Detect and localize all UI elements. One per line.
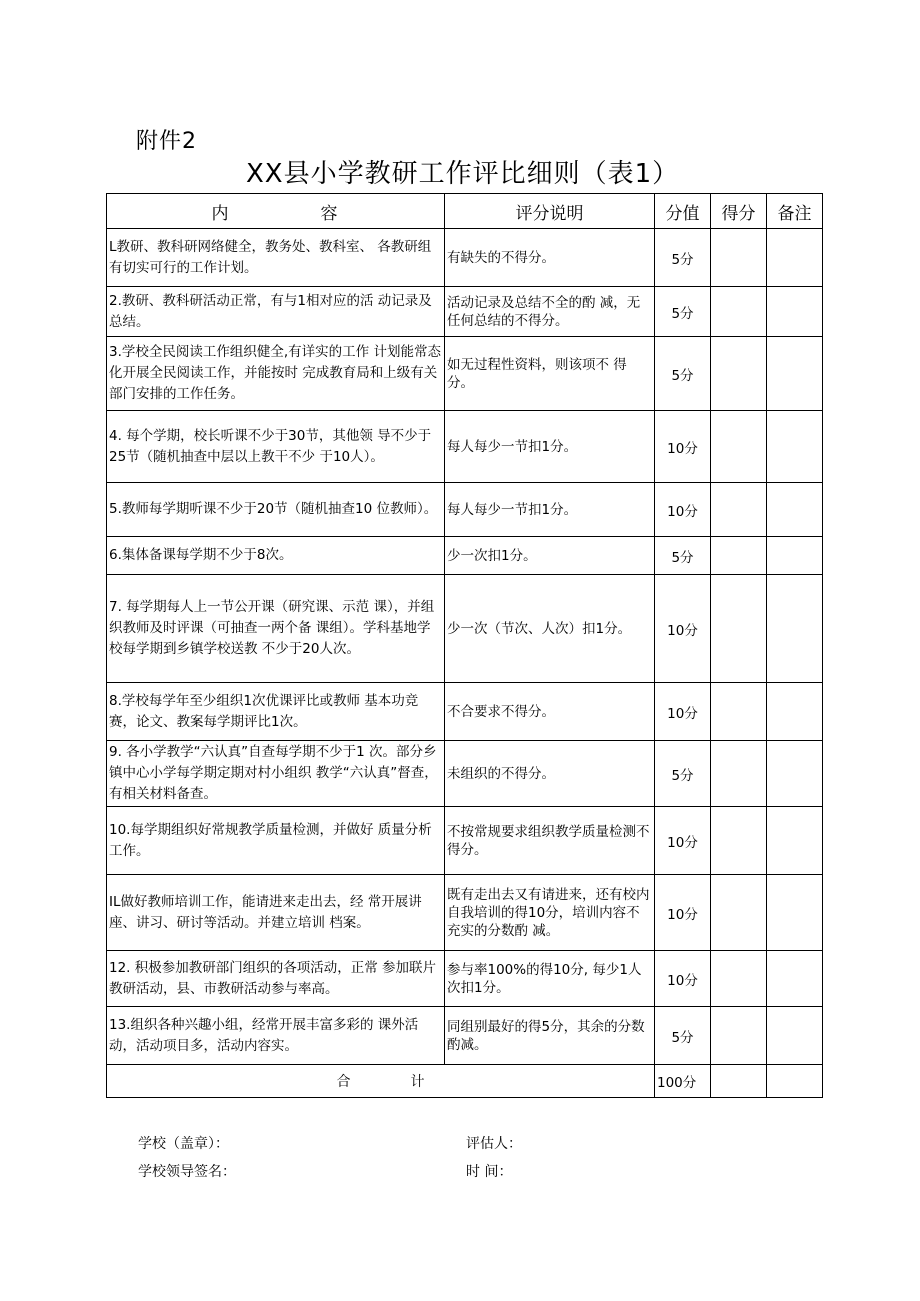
table-row [107,683,823,741]
row-explain: 每人每少一节扣1分。 [445,483,655,537]
row-content: 8.学校每学年至少组织1次优课评比或教师 基本功竞赛，论文、教案每学期评比1次。 [107,683,445,741]
row-explain: 同组别最好的得5分，其余的分数酌减。 [445,1007,655,1065]
row-remark-cell [767,741,823,807]
row-score: 10分 [655,683,711,741]
total-row [107,1065,823,1098]
row-explain: 每人每少一节扣1分。 [445,411,655,483]
row-got-cell [711,951,767,1007]
table-row [107,807,823,875]
table-row [107,483,823,537]
row-content: 6.集体备课每学期不少于8次。 [107,537,445,575]
row-got-cell [711,411,767,483]
table-row [107,875,823,951]
row-got-cell [711,683,767,741]
header-content-char-2: 容 [320,203,340,224]
header-content [107,194,445,229]
row-explain: 少一次（节次、人次）扣1分。 [445,575,655,683]
row-explain: 有缺失的不得分。 [445,229,655,287]
row-explain: 不合要求不得分。 [445,683,655,741]
row-remark-cell [767,537,823,575]
row-got-cell [711,287,767,337]
row-remark-cell [767,411,823,483]
row-score: 5分 [655,337,711,411]
table-row [107,575,823,683]
row-explain: 活动记录及总结不全的酌 减，无任何总结的不得分。 [445,287,655,337]
total-label-char-2: 计 [410,1074,425,1090]
row-score: 10分 [655,411,711,483]
row-remark-cell [767,875,823,951]
row-content: 9. 各小学教学“六认真”自查每学期不少于1 次。部分乡镇中心小学每学期定期对村小组织 教学“六认真”督查，有相关材料备查。 [107,741,445,807]
row-remark-cell [767,287,823,337]
total-remark-cell [767,1065,823,1098]
row-score: 5分 [655,1007,711,1065]
row-score: 10分 [655,575,711,683]
row-got-cell [711,807,767,875]
row-score: 5分 [655,537,711,575]
row-got-cell [711,537,767,575]
time-label: 时 间： [466,1164,513,1180]
row-content: L教研、教科研网络健全，教务处、教科室、 各教研组有切实可行的工作计划。 [107,229,445,287]
row-explain: 如无过程性资料，则该项不 得分。 [445,337,655,411]
header-got: 得分 [711,194,767,229]
row-got-cell [711,229,767,287]
header-explain: 评分说明 [445,194,655,229]
table-row [107,537,823,575]
row-remark-cell [767,951,823,1007]
row-score: 10分 [655,483,711,537]
row-remark-cell [767,229,823,287]
attachment-label: 附件2 [136,129,197,154]
row-content: 7. 每学期每人上一节公开课（研究课、示范 课），并组织教师及时评课（可抽查一两个备 课组）。学科基地学校每学期到乡镇学校送教 不少于20人次。 [107,575,445,683]
row-got-cell [711,575,767,683]
header-content-char-1: 内 [211,203,231,224]
total-label-char-1: 合 [336,1074,351,1090]
row-remark-cell [767,1007,823,1065]
row-remark-cell [767,483,823,537]
table-row [107,1007,823,1065]
row-remark-cell [767,807,823,875]
row-explain: 既有走出去又有请进来，还有校内自我培训的得10分，培训内容不充实的分数酌 减。 [445,875,655,951]
row-explain: 未组织的不得分。 [445,741,655,807]
row-score: 10分 [655,807,711,875]
row-got-cell [711,337,767,411]
row-score: 10分 [655,951,711,1007]
school-seal-label: 学校（盖章）： [138,1136,229,1152]
row-got-cell [711,741,767,807]
page-title: XX县小学教研工作评比细则（表1） [246,159,680,189]
row-content: IL做好教师培训工作，能请进来走出去，经 常开展讲座、讲习、研讨等活动。并建立培训 档案。 [107,875,445,951]
row-content: 12. 积极参加教研部门组织的各项活动，正常 参加联片教研活动，县、市教研活动参与率高。 [107,951,445,1007]
table-row [107,951,823,1007]
evaluation-table [106,193,823,1098]
row-explain: 不按常规要求组织教学质量检测不得分。 [445,807,655,875]
table-row [107,741,823,807]
row-score: 5分 [655,287,711,337]
table-row [107,337,823,411]
row-got-cell [711,875,767,951]
table-row [107,287,823,337]
leader-sign-label: 学校领导签名： [138,1164,236,1180]
row-score: 5分 [655,229,711,287]
row-content: 4. 每个学期，校长听课不少于30节，其他领 导不少于25节（随机抽查中层以上教干不少 于10人）。 [107,411,445,483]
total-got-cell [711,1065,767,1098]
row-explain: 少一次扣1分。 [445,537,655,575]
row-got-cell [711,1007,767,1065]
header-remark: 备注 [767,194,823,229]
header-score: 分值 [655,194,711,229]
row-content: 2.教研、教科研活动正常，有与1相对应的活 动记录及总结。 [107,287,445,337]
row-content: 10.每学期组织好常规教学质量检测，并做好 质量分析工作。 [107,807,445,875]
row-score: 10分 [655,875,711,951]
total-label [107,1065,655,1098]
row-content: 3.学校全民阅读工作组织健全,有详实的工作 计划能常态化开展全民阅读工作，并能按时 完成教育局和上级有关部门安排的工作任务。 [107,337,445,411]
row-got-cell [711,483,767,537]
total-score: 100分 [655,1065,711,1098]
table-row [107,229,823,287]
row-remark-cell [767,337,823,411]
row-score: 5分 [655,741,711,807]
row-remark-cell [767,683,823,741]
row-content: 5.教师每学期听课不少于20节（随机抽查10 位教师）。 [107,483,445,537]
header-row [107,194,823,229]
evaluator-label: 评估人： [466,1136,522,1152]
row-remark-cell [767,575,823,683]
row-explain: 参与率100%的得10分, 每少1人次扣1分。 [445,951,655,1007]
row-content: 13.组织各种兴趣小组，经常开展丰富多彩的 课外活动，活动项目多，活动内容实。 [107,1007,445,1065]
table-row [107,411,823,483]
